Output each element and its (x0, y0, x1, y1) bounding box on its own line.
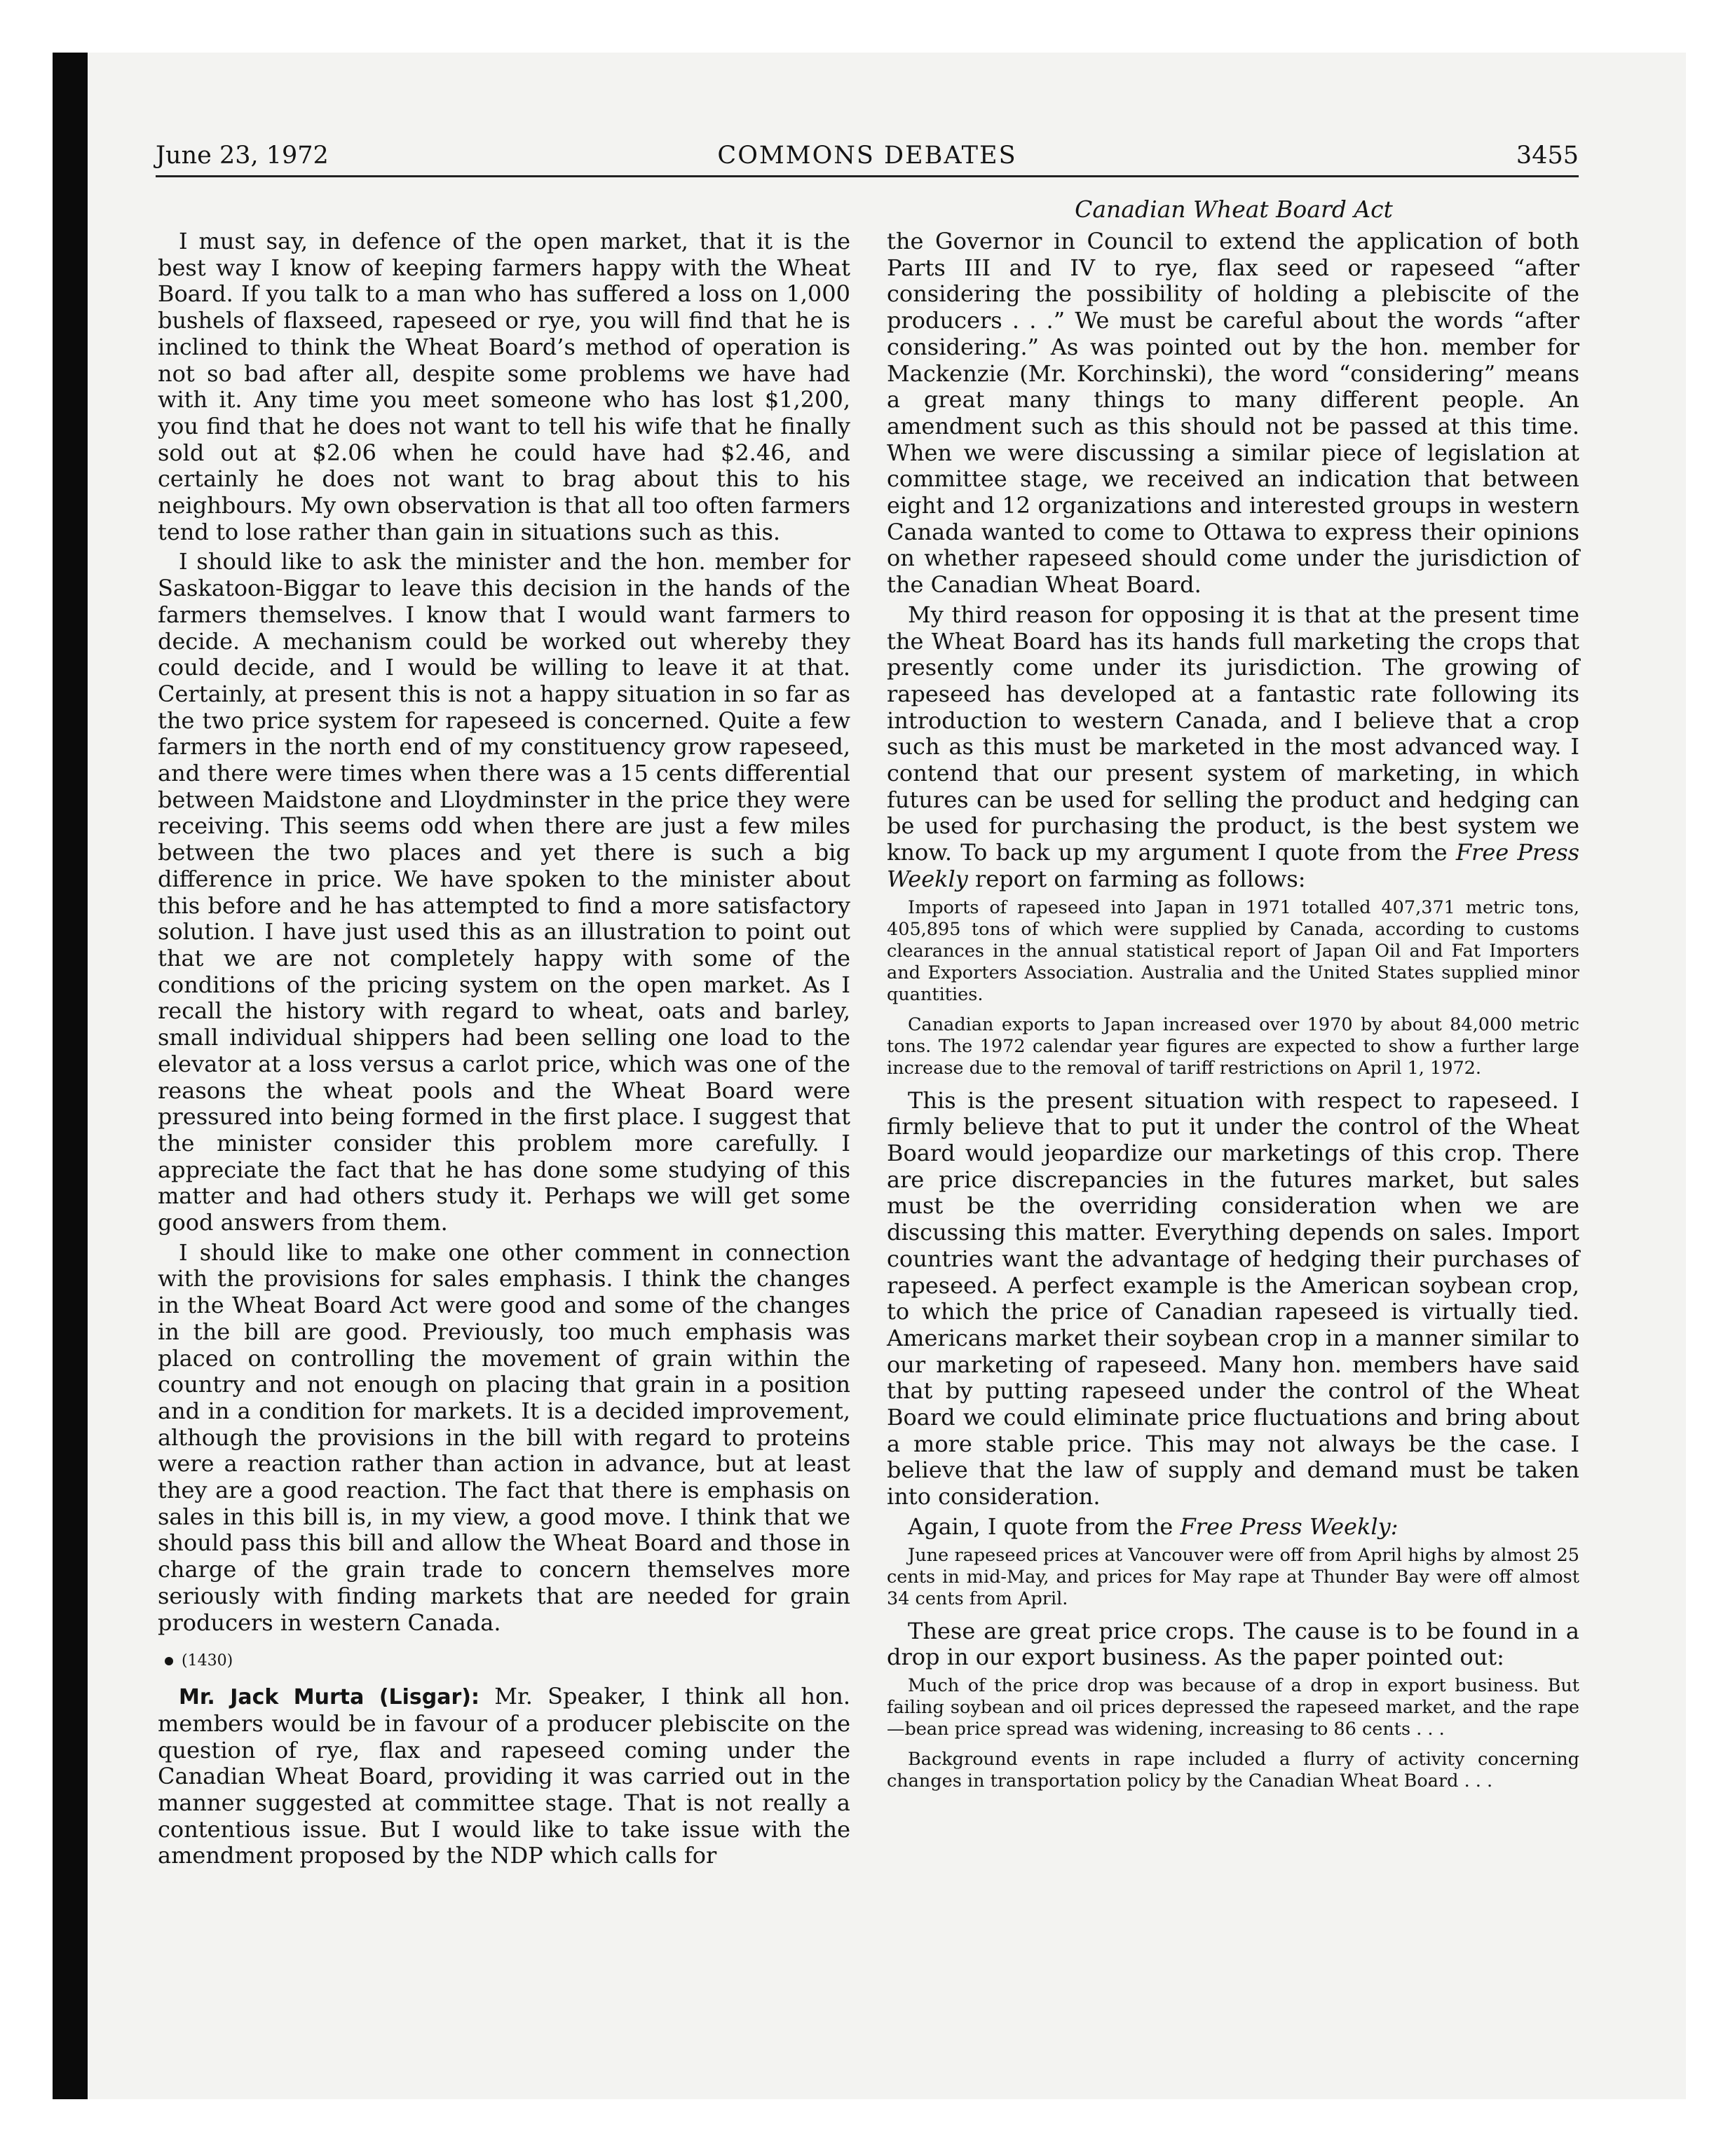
paragraph-text: Again, I quote from the (908, 1513, 1173, 1540)
quotation: Much of the price drop was because of a drop in export business. But failing soybean and oil prices depressed the rapeseed market, and the rape—bean price spread was widening, increasing to 86 cents . . . (887, 1674, 1579, 1740)
paragraph: I should like to make one other comment in connection with the provisions for sales emphasis. I think the changes in the Wheat Board Act were good and some of the changes in the bill are good. Previously, too much emphasis was placed on controlling the movement of grain within the country and not enough on placing that grain in a position and in a condition for markets. It is a decided improvement, although the provisions in the bill with regard to proteins were a reaction rather than action in advance, but at least they are a good reaction. The fact that there is emphasis on sales in this bill is, in my view, a good move. I think that we should pass this bill and allow the Wheat Board and those in charge of the grain trade to concern themselves more seriously with finding markets that are needed for grain producers in western Canada. (158, 1239, 850, 1636)
paragraph (887, 602, 1579, 893)
time-marker-text: (1430) (182, 1652, 233, 1670)
bullet-icon (165, 1657, 173, 1665)
right-column (887, 228, 1579, 1801)
quotation: Canadian exports to Japan increased over 1970 by about 84,000 metric tons. The 1972 calendar year figures are expected to show a further large increase due to the removal of tariff restrictions on April 1, 1972. (887, 1014, 1579, 1079)
quotation: Imports of rapeseed into Japan in 1971 totalled 407,371 metric tons, 405,895 tons of which were supplied by Canada, according to customs clearances in the annual statistical report of Japan Oil and Fat Importers and Exporters Association. Australia and the United States supplied minor quantities. (887, 896, 1579, 1005)
running-title: Canadian Wheat Board Act (1075, 196, 1393, 223)
page-number: 3455 (1516, 142, 1579, 170)
paragraph: I should like to ask the minister and the hon. member for Saskatoon-Biggar to leave this decision in the hands of the farmers themselves. I know that I would want farmers to decide. A mechanism could be worked out whereby they could decide, and I would be willing to leave it at that. Certainly, at present this is not a happy situation in so far as the two price system for rapeseed is concerned. Quite a few farmers in the north end of my constituency grow rapeseed, and there were times when there was a 15 cents differential between Maidstone and Lloydminster in the price they were receiving. This seems odd when there are just a few miles between the two places and yet there is such a big difference in price. We have spoken to the minister about this before and he has attempted to find a more satisfactory solution. I have just used this as an illustration to point out that we are not completely happy with some of the conditions of the pricing system on the open market. As I recall the history with regard to wheat, oats and barley, small individual shippers had been selling one load to the elevator at a loss versus a carlot price, which was one of the reasons the wheat pools and the Wheat Board were pressured into being formed in the first place. I suggest that the minister consider this problem more carefully. I appreciate the fact that he has done some studying of this matter and had others study it. Perhaps we will get some good answers from them. (158, 548, 850, 1236)
quotation: June rapeseed prices at Vancouver were off from April highs by almost 25 cents in mid-May, and prices for May rape at Thunder Bay were off almost 34 cents from April. (887, 1544, 1579, 1609)
paragraph-text: My third reason for opposing it is that at the present time the Wheat Board has its hands full marketing the crops that presently come under its jurisdiction. The growing of rapeseed has developed at a fantastic rate following its introduction to western Canada, and I believe that a crop such as this must be marketed in the most advanced way. I contend that our present system of marketing, in which futures can be used for selling the product and hedging can be used for purchasing the product, is the best system we know. To back up my argument I quote from the (887, 601, 1579, 866)
paragraph: This is the present situation with respect to rapeseed. I firmly believe that to put it under the control of the Wheat Board would jeopardize our marketings of this crop. There are price discrepancies in the futures market, but sales must be the overriding consideration when we are discussing this matter. Everything depends on sales. Import countries want the advantage of hedging their purchases of rapeseed. A perfect example is the American soybean crop, to which the price of Canadian rapeseed is virtually tied. Americans market their soybean crop in a manner similar to our marketing of rapeseed. Many hon. members have said that by putting rapeseed under the control of the Wheat Board we could eliminate price fluctuations and bring about a more stable price. This may not always be the case. I believe that the law of supply and demand must be taken into consideration. (887, 1086, 1579, 1510)
paragraph: These are great price crops. The cause is to be found in a drop in our export business. As the paper pointed out: (887, 1617, 1579, 1671)
paragraph: I must say, in defence of the open market, that it is the best way I know of keeping farmers happy with the Wheat Board. If you talk to a man who has suffered a loss on 1,000 bushels of flaxseed, rapeseed or rye, you will find that he is inclined to think the Wheat Board’s method of operation is not so bad after all, despite some problems we have had with it. Any time you meet someone who has lost $1,200, you find that he does not want to tell his wife that he finally sold out at $2.06 when he could have had $2.46, and certainly he does not want to brag about this to his neighbours. My own observation is that all too often farmers tend to lose rather than gain in situations such as this. (158, 228, 850, 545)
header-date: June 23, 1972 (156, 142, 329, 170)
speaker-name: Mr. Jack Murta (Lisgar): (179, 1685, 480, 1710)
source-title: Free Press Weekly (887, 839, 1580, 892)
quotation: Background events in rape included a flurry of activity concerning changes in transportation policy by the Canadian Wheat Board . . . (887, 1748, 1579, 1792)
paragraph-text: report on farming as follows: (975, 865, 1306, 892)
speech-paragraph (158, 1684, 850, 1869)
paragraph (887, 1514, 1579, 1541)
source-title: Free Press Weekly: (1180, 1513, 1399, 1540)
page-header (156, 140, 1579, 177)
time-marker (165, 1649, 850, 1674)
speech-text: Mr. Speaker, I think all hon. members would be in favour of a producer plebiscite on the question of rye, flax and rapeseed coming under the Canadian Wheat Board, providing it was carried out in the manner suggested at committee stage. That is not really a contentious issue. But I would like to take issue with the amendment proposed by the NDP which calls for (158, 1683, 850, 1869)
left-column (158, 228, 850, 1873)
header-publication: COMMONS DEBATES (717, 142, 1017, 170)
paragraph: the Governor in Council to extend the application of both Parts III and IV to rye, flax seed or rapeseed “after considering the possibility of holding a plebiscite of the producers . . .” We must be careful about the words “after considering.” As was pointed out by the hon. member for Mackenzie (Mr. Korchinski), the word “considering” means a great many things to many different people. An amendment such as this should not be passed at this time. When we were discussing a similar piece of legislation at committee stage, we received an indication that between eight and 12 organizations and interested groups in western Canada wanted to come to Ottawa to express their opinions on whether rapeseed should come under the jurisdiction of the Canadian Wheat Board. (887, 228, 1579, 599)
binding-edge (53, 53, 88, 2099)
